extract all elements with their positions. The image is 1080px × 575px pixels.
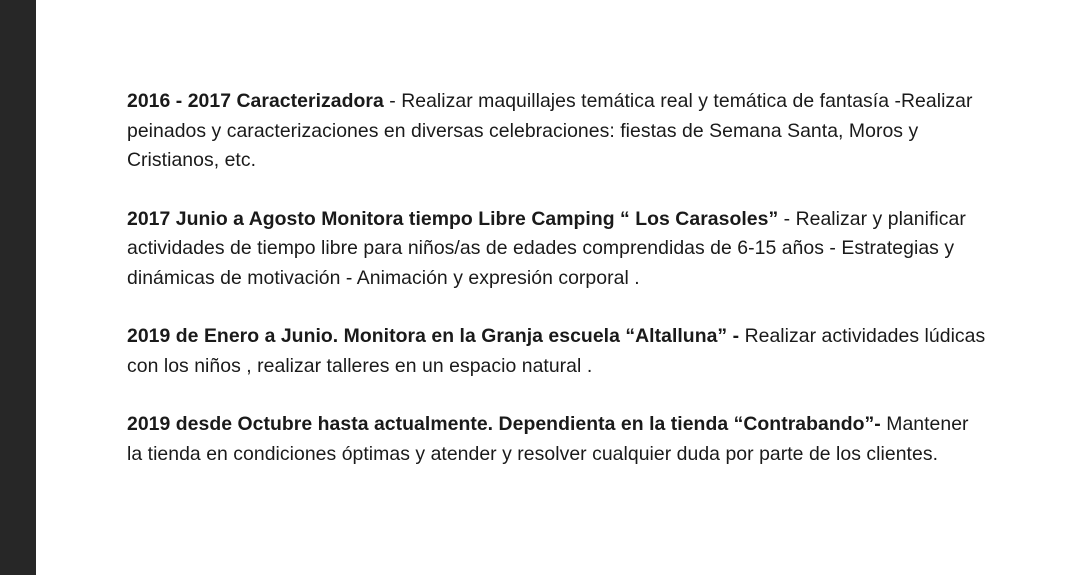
entry-description: - Realizar y planificar actividades de tiempo libre para niños/as de edades comprendidas de 6-15 años - Estrategias y dinámicas de motivación - Animación y expresión corporal . bbox=[127, 207, 966, 289]
work-experience-section bbox=[127, 87, 987, 498]
experience-entry bbox=[127, 205, 987, 294]
entry-description: - Realizar maquillajes temática real y temática de fantasía -Realizar peinados y caracterizaciones en diversas celebraciones: fiestas de Semana Santa, Moros y Cristianos, etc. bbox=[127, 90, 973, 171]
entry-heading: 2019 desde Octubre hasta actualmente. Dependienta en la tienda “Contrabando”- bbox=[127, 413, 881, 435]
viewer-side-bar bbox=[0, 0, 36, 575]
entry-description: Mantener la tienda en condiciones óptimas y atender y resolver cualquier duda por parte de los clientes. bbox=[127, 413, 969, 465]
entry-description: Realizar actividades lúdicas con los niños , realizar talleres en un espacio natural . bbox=[127, 325, 986, 377]
experience-entry bbox=[127, 410, 987, 469]
entry-heading: 2017 Junio a Agosto Monitora tiempo Libre Camping “ Los Carasoles” bbox=[127, 207, 779, 230]
entry-heading: 2019 de Enero a Junio. Monitora en la Granja escuela “Altalluna” - bbox=[127, 325, 740, 347]
experience-entry bbox=[127, 322, 987, 381]
document-page bbox=[36, 0, 1080, 575]
experience-entry bbox=[127, 87, 987, 176]
entry-heading: 2016 - 2017 Caracterizadora bbox=[127, 90, 384, 112]
